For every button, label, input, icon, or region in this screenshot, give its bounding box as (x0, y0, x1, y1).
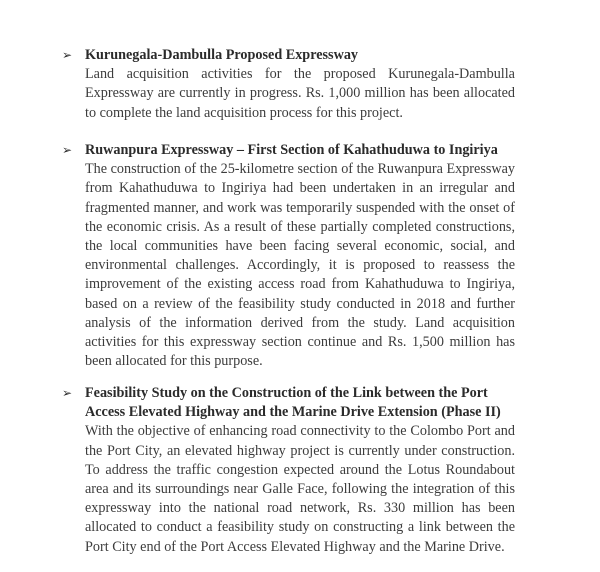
section-ruwanpura-expressway (62, 141, 518, 371)
section-content (85, 384, 515, 557)
arrow-bullet-icon: ➢ (62, 386, 73, 400)
section-content (85, 141, 515, 371)
section-body: With the objective of enhancing road connectivity to the Colombo Port and the Port City, an elevated highway project is currently under construction. To address the traffic congestion expected around the Lotus Roundabout area and its surroundings near Galle Face, following the integration of this expressway into the national road network, Rs. 330 million has been allocated to conduct a feasibility study on constructing a link between the Port City end of the Port Access Elevated Highway and the Marine Drive. (85, 423, 515, 555)
section-content (85, 46, 515, 123)
section-kurunegala-dambulla (62, 46, 518, 123)
section-body: Land acquisition activities for the proposed Kurunegala-Dambulla Expressway are currently in progress. Rs. 1,000 million has been allocated to complete the land acquisition process for this project. (85, 66, 515, 121)
section-body: The construction of the 25-kilometre section of the Ruwanpura Expressway from Kahathuduwa to Ingiriya had been undertaken in an irregular and fragmented manner, and work was temporarily suspended with the onset of the economic crisis. As a result of these partially completed constructions, the local communities have been facing several economic, social, and environmental challenges. Accordingly, it is proposed to reassess the improvement of the existing access road from Kahathuduwa to Ingiriya, based on a review of the feasibility study conducted in 2018 and further analysis of the information derived from the study. Land acquisition activities for this expressway section continue and Rs. 1,500 million has been allocated for this purpose. (85, 161, 515, 370)
section-heading: Kurunegala-Dambulla Proposed Expressway (85, 47, 359, 63)
section-heading: Feasibility Study on the Construction of the Link between the Port Access Elevated Highway and the Marine Drive Extension (Phase II) (85, 385, 501, 421)
arrow-bullet-icon: ➢ (62, 48, 73, 62)
arrow-bullet-icon: ➢ (62, 143, 73, 157)
section-heading: Ruwanpura Expressway – First Section of Kahathuduwa to Ingiriya (85, 142, 498, 158)
section-port-access-link-feasibility (62, 384, 518, 557)
